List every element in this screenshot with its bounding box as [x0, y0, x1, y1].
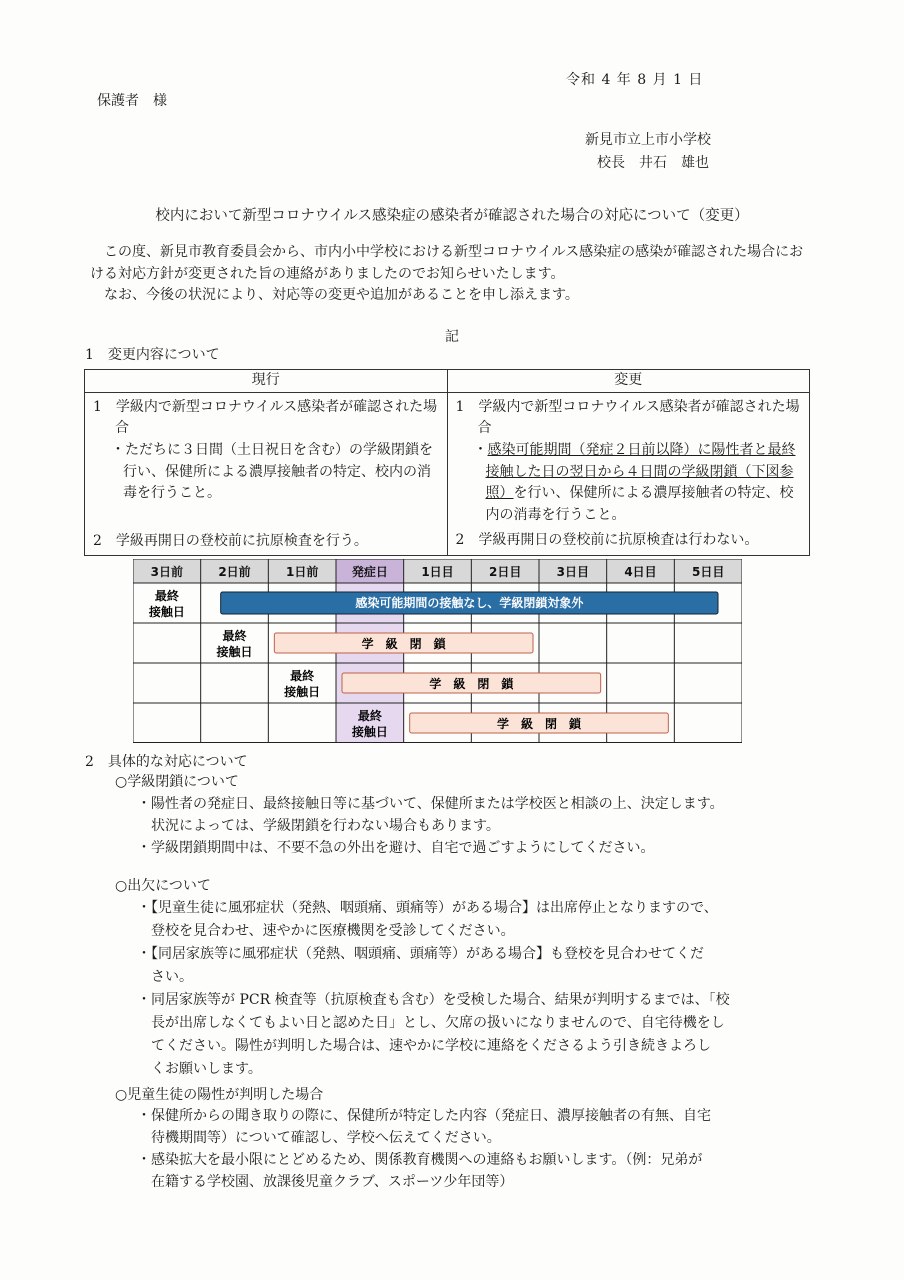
day-label: 2日目 — [488, 565, 522, 579]
closure-lines-line: 状況によっては、学級閉鎖を行わない場合もあります。 — [137, 818, 500, 834]
day-label: 1日前 — [285, 565, 319, 579]
last-contact-label: 接触日 — [284, 685, 321, 699]
last-contact-label: 最終 — [222, 629, 247, 643]
last-contact-label: 最終 — [154, 589, 179, 603]
closure-diagram — [133, 559, 742, 743]
col-current-header: 現行 — [85, 370, 448, 393]
principal-name: 校長 井石 雄也 — [597, 155, 709, 171]
attendance-lines-line: 長が出席しなくてもよい日と認めた日」とし、欠席の扱いになりませんので、自宅待機をし — [137, 1015, 725, 1031]
day-label: 2日前 — [218, 565, 251, 579]
change-cell — [447, 392, 810, 555]
comparison-table — [84, 369, 810, 556]
positive-heading: ○児童生徒の陽性が判明した場合 — [115, 1087, 324, 1103]
day-label: 4日目 — [624, 565, 657, 579]
document-date: 令和 4 年 8 月 1 日 — [566, 72, 704, 88]
attendance-lines-line: てください。陽性が判明した場合は、速やかに学校に連絡をくださるよう引き続きよろし — [137, 1038, 711, 1054]
current-cell — [85, 392, 448, 555]
last-contact-label: 接触日 — [148, 605, 185, 619]
current-bullet: ・ただちに３日間（土日祝日を含む）の学級閉鎖を行い、保健所による濃厚接触者の特定、校内の消毒を行うこと。 — [111, 442, 433, 502]
change-bullet-underlined: 感染可能期間（発症２日前以降）に陽性者と最終接触した日の翌日から４日間の学級閉鎖（下図参照） — [485, 442, 796, 502]
day-label: 1日目 — [421, 565, 454, 579]
intro — [90, 242, 810, 307]
last-contact-label: 最終 — [357, 709, 382, 723]
intro-paragraph-2: なお、今後の状況により、対応等の変更や追加があることを申し添えます。 — [104, 287, 579, 304]
section1-heading: 1 変更内容について — [85, 347, 220, 363]
positive-lines-line: ・保健所からの聞き取りの際に、保健所が特定した内容（発症日、濃厚接触者の有無、自宅 — [137, 1108, 711, 1124]
positive-lines-line: 在籍する学校園、放課後児童クラブ、スポーツ少年団等） — [137, 1174, 514, 1190]
attendance-lines-line: くお願いします。 — [137, 1061, 262, 1077]
attendance-lines-line: 登校を見合わせ、速やかに医療機関を受診してください。 — [137, 923, 515, 939]
attendance-lines-line: ・同居家族等が PCR 検査等（抗原検査も含む）を受検した場合、結果が判明するまでは、「校 — [137, 992, 730, 1008]
closure-heading: ○学級閉鎖について — [115, 774, 239, 790]
closure-lines-line: ・学級閉鎖期間中は、不要不急の外出を避け、自宅で過ごすようにしてください。 — [137, 840, 655, 856]
change-item-2: 2 学級再開日の登校前に抗原検査は行わない。 — [455, 531, 759, 548]
day-label: 3日目 — [556, 565, 590, 579]
addressee: 保護者 様 — [97, 93, 167, 109]
change-bullet-rest: を行い、保健所による濃厚接触者の特定、校内の消毒を行うこと。 — [485, 485, 794, 524]
current-item-2: 2 学級再開日の登校前に抗原検査を行う。 — [93, 533, 368, 550]
section2 — [85, 752, 805, 1192]
attendance-lines-line: ・【児童生徒に風邪症状（発熱、咽頭痛、頭痛等）がある場合】は出席停止となりますので、 — [137, 900, 718, 916]
positive-lines-line: 待機期間等）について確認し、学校へ伝えてください。 — [137, 1130, 501, 1146]
change-bullet: ・感染可能期間（発症２日前以降）に陽性者と最終接触した日の翌日から４日間の学級閉鎖（下図参照）を行い、保健所による濃厚接触者の特定、校内の消毒を行うこと。 — [473, 442, 796, 524]
day-label: 5日目 — [691, 565, 725, 579]
positive-lines-line: ・感染拡大を最小限にとどめるため、関係教育機関への連絡もお願いします。（例：兄弟が — [137, 1152, 703, 1168]
closure-lines-line: ・陽性者の発症日、最終接触日等に基づいて、保健所または学校医と相談の上、決定します。 — [137, 796, 724, 812]
no-closure-text: 感染可能期間の接触なし、学級閉鎖対象外 — [355, 596, 584, 610]
closure-bar-label: 学 級 閉 鎖 — [429, 677, 514, 691]
attendance-lines-line: さい。 — [137, 969, 193, 985]
attendance-lines-line: ・【同居家族等に風邪症状（発熱、咽頭痛、頭痛等）がある場合】も登校を見合わせてくだ — [137, 946, 704, 962]
day-label: 3日前 — [150, 565, 184, 579]
closure-bar-label: 学 級 閉 鎖 — [361, 637, 446, 651]
change-item-1: 1 学級内で新型コロナウイルス感染者が確認された場合 — [455, 398, 800, 437]
current-item-1: 1 学級内で新型コロナウイルス感染者が確認された場合 — [93, 398, 438, 437]
last-contact-label: 最終 — [290, 669, 315, 683]
section2-heading: 2 具体的な対応について — [85, 754, 248, 770]
day-label: 発症日 — [351, 565, 388, 579]
document-title: 校内において新型コロナウイルス感染症の感染者が確認された場合の対応について（変更） — [155, 208, 749, 224]
attendance-heading: ○出欠について — [115, 878, 211, 894]
last-contact-label: 接触日 — [351, 725, 388, 739]
school-name: 新見市立上市小学校 — [585, 132, 711, 148]
closure-bar-label: 学 級 閉 鎖 — [496, 717, 582, 731]
ki-mark: 記 — [445, 329, 459, 345]
last-contact-label: 接触日 — [216, 645, 253, 659]
closure-diagram-grid — [133, 559, 742, 743]
col-change-header: 変更 — [447, 370, 810, 393]
intro-paragraph-1: この度、新見市教育委員会から、市内小中学校における新型コロナウイルス感染症の感染が確認された場合における対応方針が変更された旨の連絡がありましたのでお知らせいたします。 — [90, 244, 804, 282]
